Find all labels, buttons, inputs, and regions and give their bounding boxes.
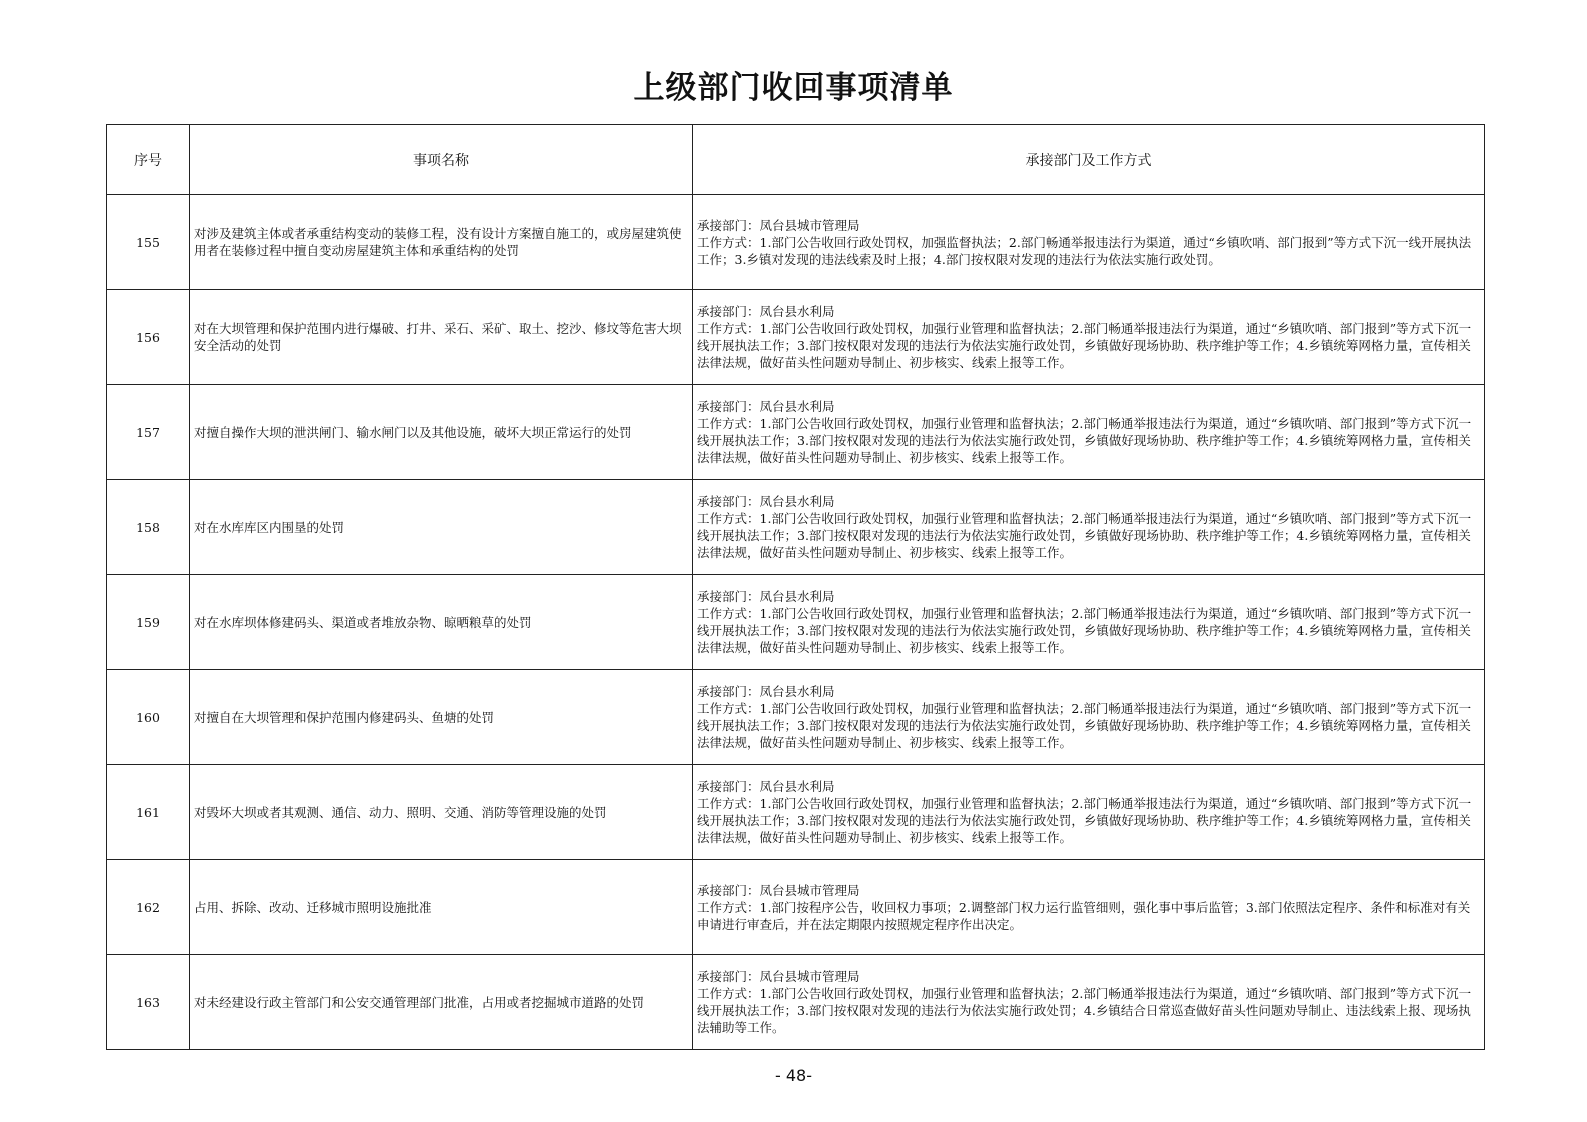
dept-cell (693, 955, 1485, 1050)
page-title: 上级部门收回事项清单 (633, 70, 954, 106)
work-method: 工作方式：1.部门公告收回行政处罚权，加强行业管理和监督执法；2.部门畅通举报违法行为渠道，通过“乡镇吹哨、部门报到”等方式下沉一线开展执法工作；3.部门按权限对发现的违法行为依法实施行政处罚；4.乡镇结合日常巡查做好苗头性问题劝导制止、违法线索上报、现场执法辅助等工作。 (697, 986, 1472, 1035)
dept-name: 承接部门：凤台县城市管理局 (697, 217, 860, 233)
row-number: 163 (107, 955, 190, 1050)
item-name: 对在水库库区内围垦的处罚 (190, 480, 693, 575)
dept-cell (693, 670, 1485, 765)
dept-name: 承接部门：凤台县水利局 (697, 684, 835, 699)
dept-cell (693, 480, 1485, 575)
dept-name: 承接部门：凤台县水利局 (697, 399, 835, 414)
table-row (107, 670, 1485, 765)
work-method: 工作方式：1.部门公告收回行政处罚权，加强行业管理和监督执法；2.部门畅通举报违法行为渠道，通过“乡镇吹哨、部门报到”等方式下沉一线开展执法工作；3.部门按权限对发现的违法行为依法实施行政处罚，乡镇做好现场协助、秩序维护等工作；4.乡镇统筹网格力量，宣传相关法律法规，做好苗头性问题劝导制止、初步核实、线索上报等工作。 (697, 606, 1472, 655)
table-row (107, 290, 1485, 385)
table-row (107, 480, 1485, 575)
row-number: 157 (107, 385, 190, 480)
item-name: 占用、拆除、改动、迁移城市照明设施批准 (190, 860, 693, 955)
dept-cell (693, 290, 1485, 385)
items-table (106, 124, 1485, 1050)
row-number: 161 (107, 765, 190, 860)
item-name: 对擅自操作大坝的泄洪闸门、输水闸门以及其他设施，破坏大坝正常运行的处罚 (190, 385, 693, 480)
work-method: 工作方式：1.部门公告收回行政处罚权，加强行业管理和监督执法；2.部门畅通举报违法行为渠道，通过“乡镇吹哨、部门报到”等方式下沉一线开展执法工作；3.部门按权限对发现的违法行为依法实施行政处罚，乡镇做好现场协助、秩序维护等工作；4.乡镇统筹网格力量，宣传相关法律法规，做好苗头性问题劝导制止、初步核实、线索上报等工作。 (697, 321, 1472, 370)
dept-cell (693, 385, 1485, 480)
dept-cell (693, 765, 1485, 860)
dept-name: 承接部门：凤台县城市管理局 (697, 969, 860, 984)
dept-name: 承接部门：凤台县城市管理局 (697, 882, 860, 898)
row-number: 162 (107, 860, 190, 955)
table-row (107, 385, 1485, 480)
item-name: 对在大坝管理和保护范围内进行爆破、打井、采石、采矿、取土、挖沙、修坟等危害大坝安全活动的处罚 (190, 290, 693, 385)
header-no: 序号 (107, 125, 190, 195)
item-name: 对擅自在大坝管理和保护范围内修建码头、鱼塘的处罚 (190, 670, 693, 765)
dept-name: 承接部门：凤台县水利局 (697, 589, 835, 604)
dept-name: 承接部门：凤台县水利局 (697, 494, 835, 509)
item-name: 对毁坏大坝或者其观测、通信、动力、照明、交通、消防等管理设施的处罚 (190, 765, 693, 860)
header-dept: 承接部门及工作方式 (693, 125, 1485, 195)
dept-cell (693, 575, 1485, 670)
row-number: 159 (107, 575, 190, 670)
row-number: 156 (107, 290, 190, 385)
dept-cell (693, 860, 1485, 955)
dept-name: 承接部门：凤台县水利局 (697, 304, 835, 319)
work-method: 工作方式：1.部门公告收回行政处罚权，加强监督执法；2.部门畅通举报违法行为渠道，通过“乡镇吹哨、部门报到”等方式下沉一线开展执法工作；3.乡镇对发现的违法线索及时上报；4.部门按权限对发现的违法行为依法实施行政处罚。 (697, 234, 1472, 267)
page-number: - 48- (775, 1066, 812, 1085)
item-name: 对未经建设行政主管部门和公安交通管理部门批准，占用或者挖掘城市道路的处罚 (190, 955, 693, 1050)
table-row (107, 195, 1485, 290)
item-name: 对涉及建筑主体或者承重结构变动的装修工程，没有设计方案擅自施工的，或房屋建筑使用者在装修过程中擅自变动房屋建筑主体和承重结构的处罚 (190, 195, 693, 290)
row-number: 160 (107, 670, 190, 765)
work-method: 工作方式：1.部门公告收回行政处罚权，加强行业管理和监督执法；2.部门畅通举报违法行为渠道，通过“乡镇吹哨、部门报到”等方式下沉一线开展执法工作；3.部门按权限对发现的违法行为依法实施行政处罚，乡镇做好现场协助、秩序维护等工作；4.乡镇统筹网格力量，宣传相关法律法规，做好苗头性问题劝导制止、初步核实、线索上报等工作。 (697, 416, 1472, 465)
row-number: 158 (107, 480, 190, 575)
row-number: 155 (107, 195, 190, 290)
header-name: 事项名称 (190, 125, 693, 195)
item-name: 对在水库坝体修建码头、渠道或者堆放杂物、晾晒粮草的处罚 (190, 575, 693, 670)
dept-name: 承接部门：凤台县水利局 (697, 779, 835, 794)
work-method: 工作方式：1.部门公告收回行政处罚权，加强行业管理和监督执法；2.部门畅通举报违法行为渠道，通过“乡镇吹哨、部门报到”等方式下沉一线开展执法工作；3.部门按权限对发现的违法行为依法实施行政处罚，乡镇做好现场协助、秩序维护等工作；4.乡镇统筹网格力量，宣传相关法律法规，做好苗头性问题劝导制止、初步核实、线索上报等工作。 (697, 511, 1472, 560)
table-row (107, 955, 1485, 1050)
work-method: 工作方式：1.部门公告收回行政处罚权，加强行业管理和监督执法；2.部门畅通举报违法行为渠道，通过“乡镇吹哨、部门报到”等方式下沉一线开展执法工作；3.部门按权限对发现的违法行为依法实施行政处罚，乡镇做好现场协助、秩序维护等工作；4.乡镇统筹网格力量，宣传相关法律法规，做好苗头性问题劝导制止、初步核实、线索上报等工作。 (697, 701, 1472, 750)
dept-cell (693, 195, 1485, 290)
work-method: 工作方式：1.部门公告收回行政处罚权，加强行业管理和监督执法；2.部门畅通举报违法行为渠道，通过“乡镇吹哨、部门报到”等方式下沉一线开展执法工作；3.部门按权限对发现的违法行为依法实施行政处罚，乡镇做好现场协助、秩序维护等工作；4.乡镇统筹网格力量，宣传相关法律法规，做好苗头性问题劝导制止、初步核实、线索上报等工作。 (697, 796, 1472, 845)
table-header-row (107, 125, 1485, 195)
table-row (107, 575, 1485, 670)
work-method: 工作方式：1.部门按程序公告，收回权力事项；2.调整部门权力运行监管细则，强化事中事后监管；3.部门依照法定程序、条件和标准对有关申请进行审查后，并在法定期限内按照规定程序作出决定。 (697, 899, 1471, 932)
table-row (107, 860, 1485, 955)
table-row (107, 765, 1485, 860)
